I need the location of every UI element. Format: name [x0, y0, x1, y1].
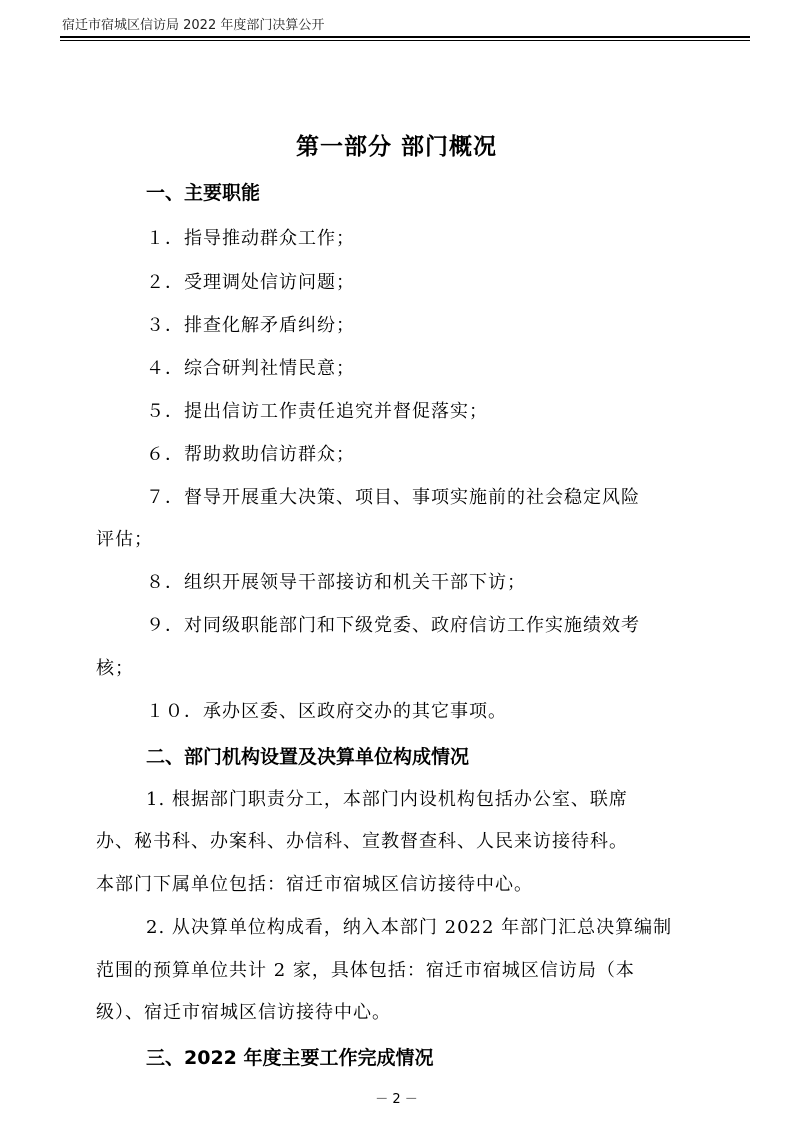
function-item: １０．承办区委、区政府交办的其它事项。 — [146, 701, 507, 722]
body-text-line: 办、秘书科、办案科、办信科、宣教督查科、人民来访接待科。 — [96, 831, 628, 852]
header-rule-thick — [60, 36, 750, 38]
function-item: ６．帮助救助信访群众； — [146, 444, 355, 465]
function-item: ９．对同级职能部门和下级党委、政府信访工作实施绩效考 — [146, 615, 640, 636]
function-item: ８．组织开展领导干部接访和机关干部下访； — [146, 572, 526, 593]
running-header: 宿迁市宿城区信访局 2022 年度部门决算公开 — [62, 18, 325, 33]
function-item: １．指导推动群众工作； — [146, 228, 355, 249]
function-item: ２．受理调处信访问题； — [146, 272, 355, 293]
function-item: ５．提出信访工作责任追究并督促落实； — [146, 401, 488, 422]
section-heading-functions: 一、主要职能 — [146, 182, 261, 204]
function-item-continued: 核； — [96, 658, 134, 679]
body-text-line: 本部门下属单位包括：宿迁市宿城区信访接待中心。 — [96, 874, 533, 895]
body-text-line: 范围的预算单位共计 2 家，具体包括：宿迁市宿城区信访局（本 — [96, 960, 635, 981]
page-number: － 2 － — [375, 1092, 418, 1107]
body-text-line: 2. 从决算单位构成看，纳入本部门 2022 年部门汇总决算编制 — [146, 917, 673, 938]
function-item: ３．排查化解矛盾纠纷； — [146, 315, 355, 336]
body-text-line: 1. 根据部门职责分工，本部门内设机构包括办公室、联席 — [146, 789, 628, 810]
header-rule-thin — [60, 40, 750, 41]
section-heading-organization: 二、部门机构设置及决算单位构成情况 — [146, 746, 470, 768]
function-item: ７．督导开展重大决策、项目、事项实施前的社会稳定风险 — [146, 487, 640, 508]
function-item-continued: 评估； — [96, 529, 153, 550]
page-title: 第一部分 部门概况 — [295, 134, 497, 160]
function-item: ４．综合研判社情民意； — [146, 358, 355, 379]
section-heading-work: 三、2022 年度主要工作完成情况 — [146, 1047, 434, 1069]
body-text-line: 级）、宿迁市宿城区信访接待中心。 — [96, 1002, 391, 1023]
